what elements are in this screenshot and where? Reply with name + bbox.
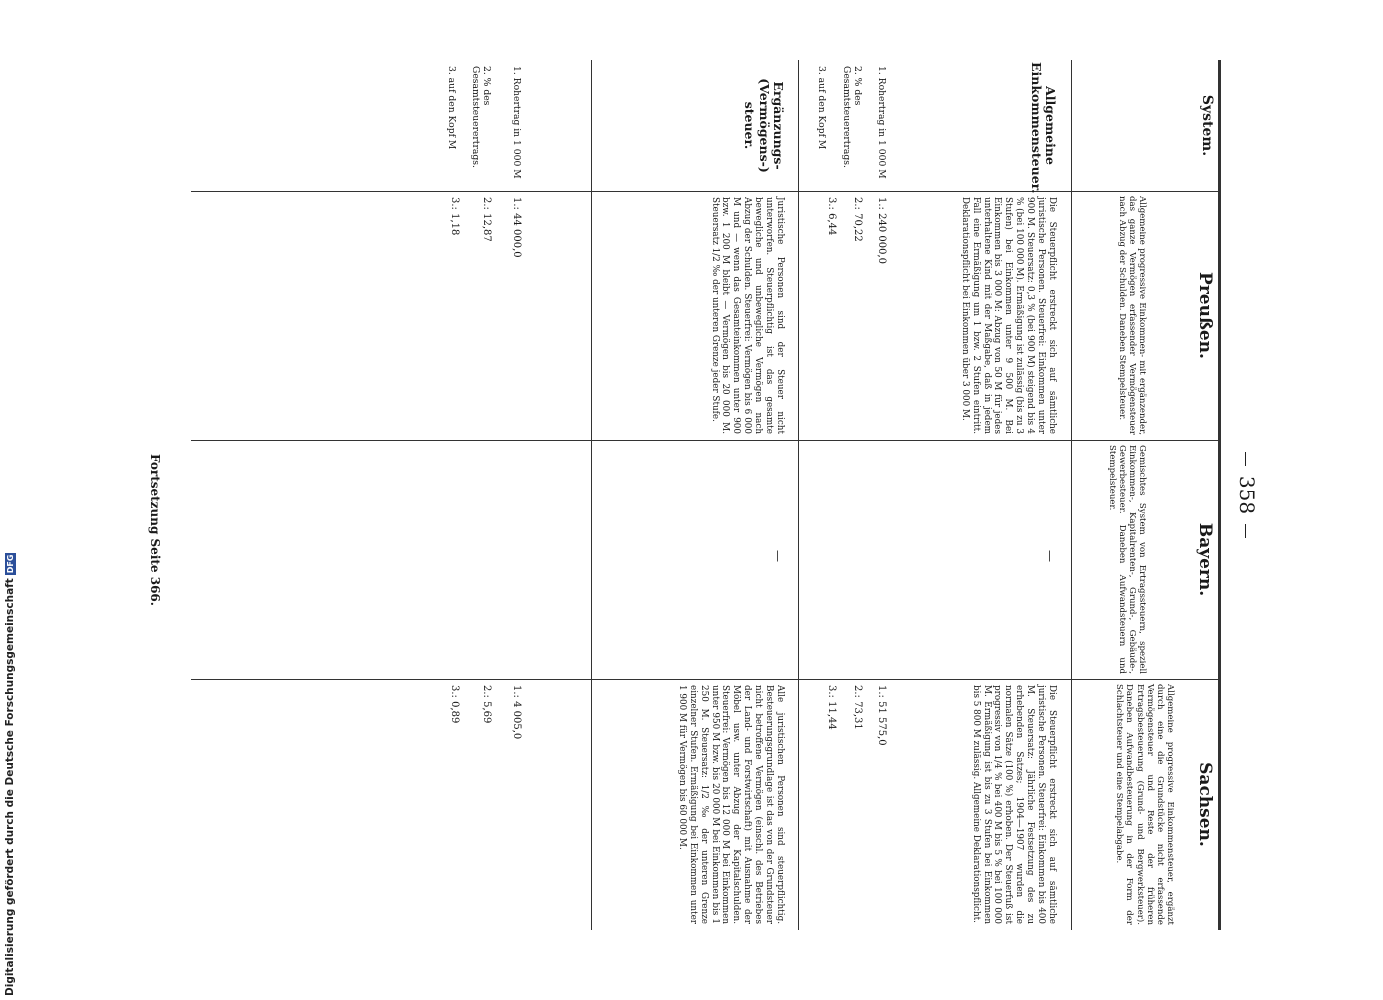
row2-sub-label-1: 1. Rohertrag in 1 000 M bbox=[511, 66, 522, 179]
row1-preussen-stat-1: 1.: 240 000,0 bbox=[876, 197, 887, 264]
row2-sachsen-stat-2: 2.: 5,69 bbox=[481, 685, 492, 724]
row2-sachsen-stat-3: 3.: 0,89 bbox=[449, 685, 460, 724]
row-rule bbox=[591, 60, 592, 930]
row2-preussen-stat-3: 3.: 1,18 bbox=[449, 197, 460, 236]
row2-preussen-stat-1: 1.: 44 000,0 bbox=[511, 197, 522, 258]
row1-sachsen-stats bbox=[807, 685, 887, 924]
row1-bayern-empty: — bbox=[1043, 550, 1057, 562]
row2-sub-label-3: 3. auf den Kopf M bbox=[446, 66, 457, 150]
row1-preussen-stat-2: 2.: 70,22 bbox=[852, 197, 863, 242]
state-header-preussen: Preußen. bbox=[1195, 272, 1215, 359]
row1-preussen-stats bbox=[807, 197, 887, 434]
state-summary-bayern: Gemischtes System von Ertragssteuern, speziell Einkommen-, Kapitalrenten-, Grund-, Gebäude-, Gewerbesteuer. Daneben Aufwandsteuern und Stempelsteuer. bbox=[1106, 445, 1147, 674]
row1-sachsen-text: Die Steuerpflicht erstreckt sich auf sämtliche juristische Personen. Steuerfrei: Einkommen bis 400 M. Steuersatz: Jährliche Festsetzung des zu erhebenden Satzes; 1904—1907 wurden die normalen Sätze (100 %) erhoben. Der Steuerfuß ist progressiv von 1/4 % bei 400 M bis 5 % bei 100 000 M. Ermäßigung ist bis zu 3 Stufen bei Einkommen bis 5 800 M zulässig. Allgemeine Deklarationspflicht. bbox=[970, 685, 1057, 924]
row1-sachsen-stat-2: 2.: 73,31 bbox=[852, 685, 863, 730]
row1-preussen-stat-3: 3.: 6,44 bbox=[826, 197, 837, 236]
state-summary-preussen: Allgemeine progressive Einkommen- mit ergänzender, das ganze Vermögen erfassender Vermögensteuer nach Abzug der Schulden. Daneben Stempelsteuer. bbox=[1116, 196, 1147, 435]
row2-sachsen-stat-1: 1.: 4 005,0 bbox=[511, 685, 522, 740]
page-number: 358 bbox=[1235, 260, 1259, 730]
row2-bayern-empty: — bbox=[771, 550, 785, 562]
row-title-einkommensteuer: Allgemeine Einkommensteuer. bbox=[1028, 62, 1058, 194]
state-summary-sachsen: Allgemeine progressive Einkommensteuer, ergänzt durch eine die Grundstücke nicht erfassende Vermögensteuer und Reste der früheren Ertragsbesteuerung (Grund- und Bergwerksteuer). Daneben Aufwandbesteuerung in der Form der Schlachtsteuer und eine Stempelabgabe. bbox=[1114, 684, 1175, 925]
row2-preussen-stats bbox=[432, 197, 522, 434]
state-header-bayern: Bayern. bbox=[1195, 522, 1215, 597]
credit-text: Digitalisierung gefördert durch die Deutsche Forschungsgemeinschaft bbox=[4, 578, 16, 996]
row2-sachsen-stats bbox=[432, 685, 522, 924]
column-rule-3 bbox=[191, 679, 1221, 680]
continuation-note: Fortsetzung Seite 366. bbox=[148, 454, 162, 606]
row1-sub-label-2: 2. % des Gesamtsteuerertrags. bbox=[840, 66, 863, 168]
row1-sachsen-stat-1: 1.: 51 575,0 bbox=[876, 685, 887, 746]
row-title-ergaenzungssteuer: Ergänzungs-(Vermögens-) steuer. bbox=[742, 78, 786, 173]
row1-sub-label-1: 1. Rohertrag in 1 000 M bbox=[876, 66, 887, 179]
row2-sachsen-text: Alle juristischen Personen sind steuerpflichtig. Besteuerungsgrundlage ist das von der Grundsteuer nicht betroffene Vermögen (einschl. des Betriebes der Land- und Forstwirtschaft) mit Ausnahme der Möbel usw. unter Abzug der Kapitalschulden. Steuerfrei: Vermögen bis 12 000 M bei Einkommen unter 950 M bzw. bis 20 000 M bei Einkommen bis 1 250 M. Steuersatz: 1/2 ‰ der unteren Grenze einzelner Stufen. Ermäßigung bei Einkommen unter 1 900 M für Vermögen bis 60 000 M. bbox=[676, 685, 785, 924]
dfg-logo: DFG bbox=[6, 554, 15, 574]
column-rule-2 bbox=[191, 440, 1221, 441]
row1-sachsen-stat-3: 3.: 11,44 bbox=[826, 685, 837, 730]
rotated-table-page bbox=[132, 60, 1267, 930]
row1-row2-rule bbox=[798, 60, 799, 930]
system-column-header: System. bbox=[1199, 94, 1215, 157]
row2-preussen-stat-2: 2.: 12,87 bbox=[481, 197, 492, 242]
row2-sub-label-2: 2. % des Gesamtsteuerertrags. bbox=[469, 66, 492, 168]
column-rule-1 bbox=[191, 191, 1221, 192]
row1-sub-label-3: 3. auf den Kopf M bbox=[816, 66, 827, 150]
row2-preussen-text: Juristische Personen sind der Steuer nicht unterworfen. Steuerpflichtig ist das gesamte bewegliche und unbewegliche Vermögen nach Abzug der Schulden. Steuerfrei: Vermögen bis 6 000 M und — wenn das Gesamteinkommen unter 900 bzw. 1 200 M bleibt — Vermögen bis 20 000 M. Steuersatz 1/2 ‰ der unteren Grenze jeder Stufe. bbox=[709, 197, 785, 434]
row1-preussen-text: Die Steuerpflicht erstreckt sich auf sämtliche juristische Personen. Steuerfrei: Einkommen unter 900 M. Steuersatz: 0,3 % (bei 900 M) steigend bis 4 % (bei 100 000 M). Ermäßigung ist zulässig (bis zu 3 Stufen) bei Einkommen unter 9 500 M. Bei Einkommen bis 3 000 M: Abzug von 50 M für jedes unterhaltene Kind mit der Maßgabe, daß in jedem Fall eine Ermäßigung um 1 bzw. 2 Stufen eintritt. Deklarationspflicht bei Einkommen über 3 000 M. bbox=[959, 197, 1057, 434]
state-header-sachsen: Sachsen. bbox=[1195, 762, 1215, 847]
